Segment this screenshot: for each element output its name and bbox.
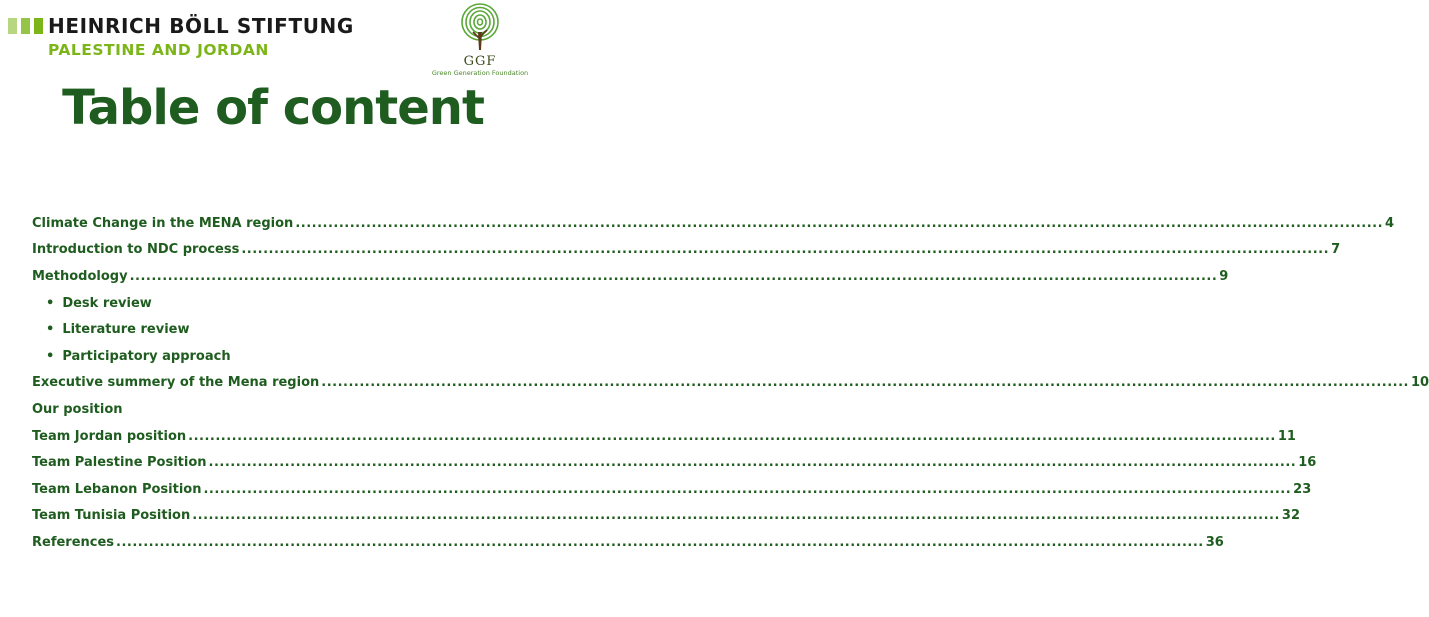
toc-entry: [32, 370, 1429, 397]
toc-entry: [32, 476, 1312, 503]
toc-entry-label: Team Tunisia Position: [32, 508, 191, 524]
toc-page-number: 23: [1293, 481, 1312, 497]
toc-entry: [32, 423, 1296, 450]
toc-entry: [32, 210, 1395, 237]
toc-entry-label: Team Palestine Position: [32, 455, 207, 471]
toc-entry-label: References: [32, 534, 115, 550]
dot-leader: ........................................................................................................................................................................................................: [241, 242, 1330, 258]
toc-page-number: 16: [1298, 455, 1317, 471]
toc-page-number: 4: [1385, 215, 1395, 231]
dot-leader: ........................................................................................................................................................................................................: [295, 215, 1384, 231]
toc-entry: [32, 503, 1301, 530]
toc-subitem: [32, 290, 514, 317]
ggf-letters: GGF: [463, 54, 497, 69]
dot-leader: ........................................................................................................................................................................................................: [116, 534, 1204, 550]
toc-page-number: 10: [1410, 375, 1429, 391]
bullet-icon: •: [46, 322, 55, 338]
toc-entry-label: Desk review: [62, 295, 152, 311]
toc-page-number: 9: [1219, 268, 1229, 284]
brand-bars-icon: [8, 18, 46, 34]
toc-subitem: [32, 343, 514, 370]
fingerprint-tree-icon: [458, 2, 502, 54]
toc-entry-label: Executive summery of the Mena region: [32, 375, 320, 391]
toc-page-number: 7: [1331, 242, 1341, 258]
toc-entry: [32, 529, 1224, 556]
toc-entry-label: Literature review: [62, 322, 190, 338]
toc-entry-label: Our position: [32, 401, 123, 417]
ggf-name: Green Generation Foundation: [431, 69, 529, 77]
toc-entry-label: Team Jordan position: [32, 428, 187, 444]
dot-leader: ........................................................................................................................................................................................................: [188, 428, 1276, 444]
bullet-icon: •: [46, 348, 55, 364]
ggf-logo: [418, 2, 542, 80]
toc-entry-label: Introduction to NDC process: [32, 242, 240, 258]
toc-entry: [32, 263, 1229, 290]
toc-page-number: 36: [1205, 534, 1224, 550]
toc-entry-label: Participatory approach: [62, 348, 231, 364]
toc-entry-label: Climate Change in the MENA region: [32, 215, 294, 231]
toc-entry: [32, 237, 1341, 264]
toc-subitem: [32, 316, 514, 343]
toc-entry-label: Methodology: [32, 268, 128, 284]
page-title: Table of content: [62, 80, 484, 136]
org-region: PALESTINE AND JORDAN: [48, 41, 269, 59]
dot-leader: ........................................................................................................................................................................................................: [192, 508, 1280, 524]
dot-leader: ........................................................................................................................................................................................................: [321, 375, 1409, 391]
dot-leader: ........................................................................................................................................................................................................: [203, 481, 1292, 497]
bullet-icon: •: [46, 295, 55, 311]
org-name: HEINRICH BÖLL STIFTUNG: [48, 14, 354, 38]
toc-page-number: 32: [1281, 508, 1301, 524]
toc-entry: [32, 396, 514, 423]
table-of-contents: [32, 210, 1429, 556]
toc-entry-label: Team Lebanon Position: [32, 481, 202, 497]
toc-entry: [32, 449, 1317, 476]
toc-page-number: 11: [1277, 428, 1296, 444]
dot-leader: ........................................................................................................................................................................................................: [208, 455, 1297, 471]
dot-leader: ........................................................................................................................................................................................................: [129, 268, 1218, 284]
